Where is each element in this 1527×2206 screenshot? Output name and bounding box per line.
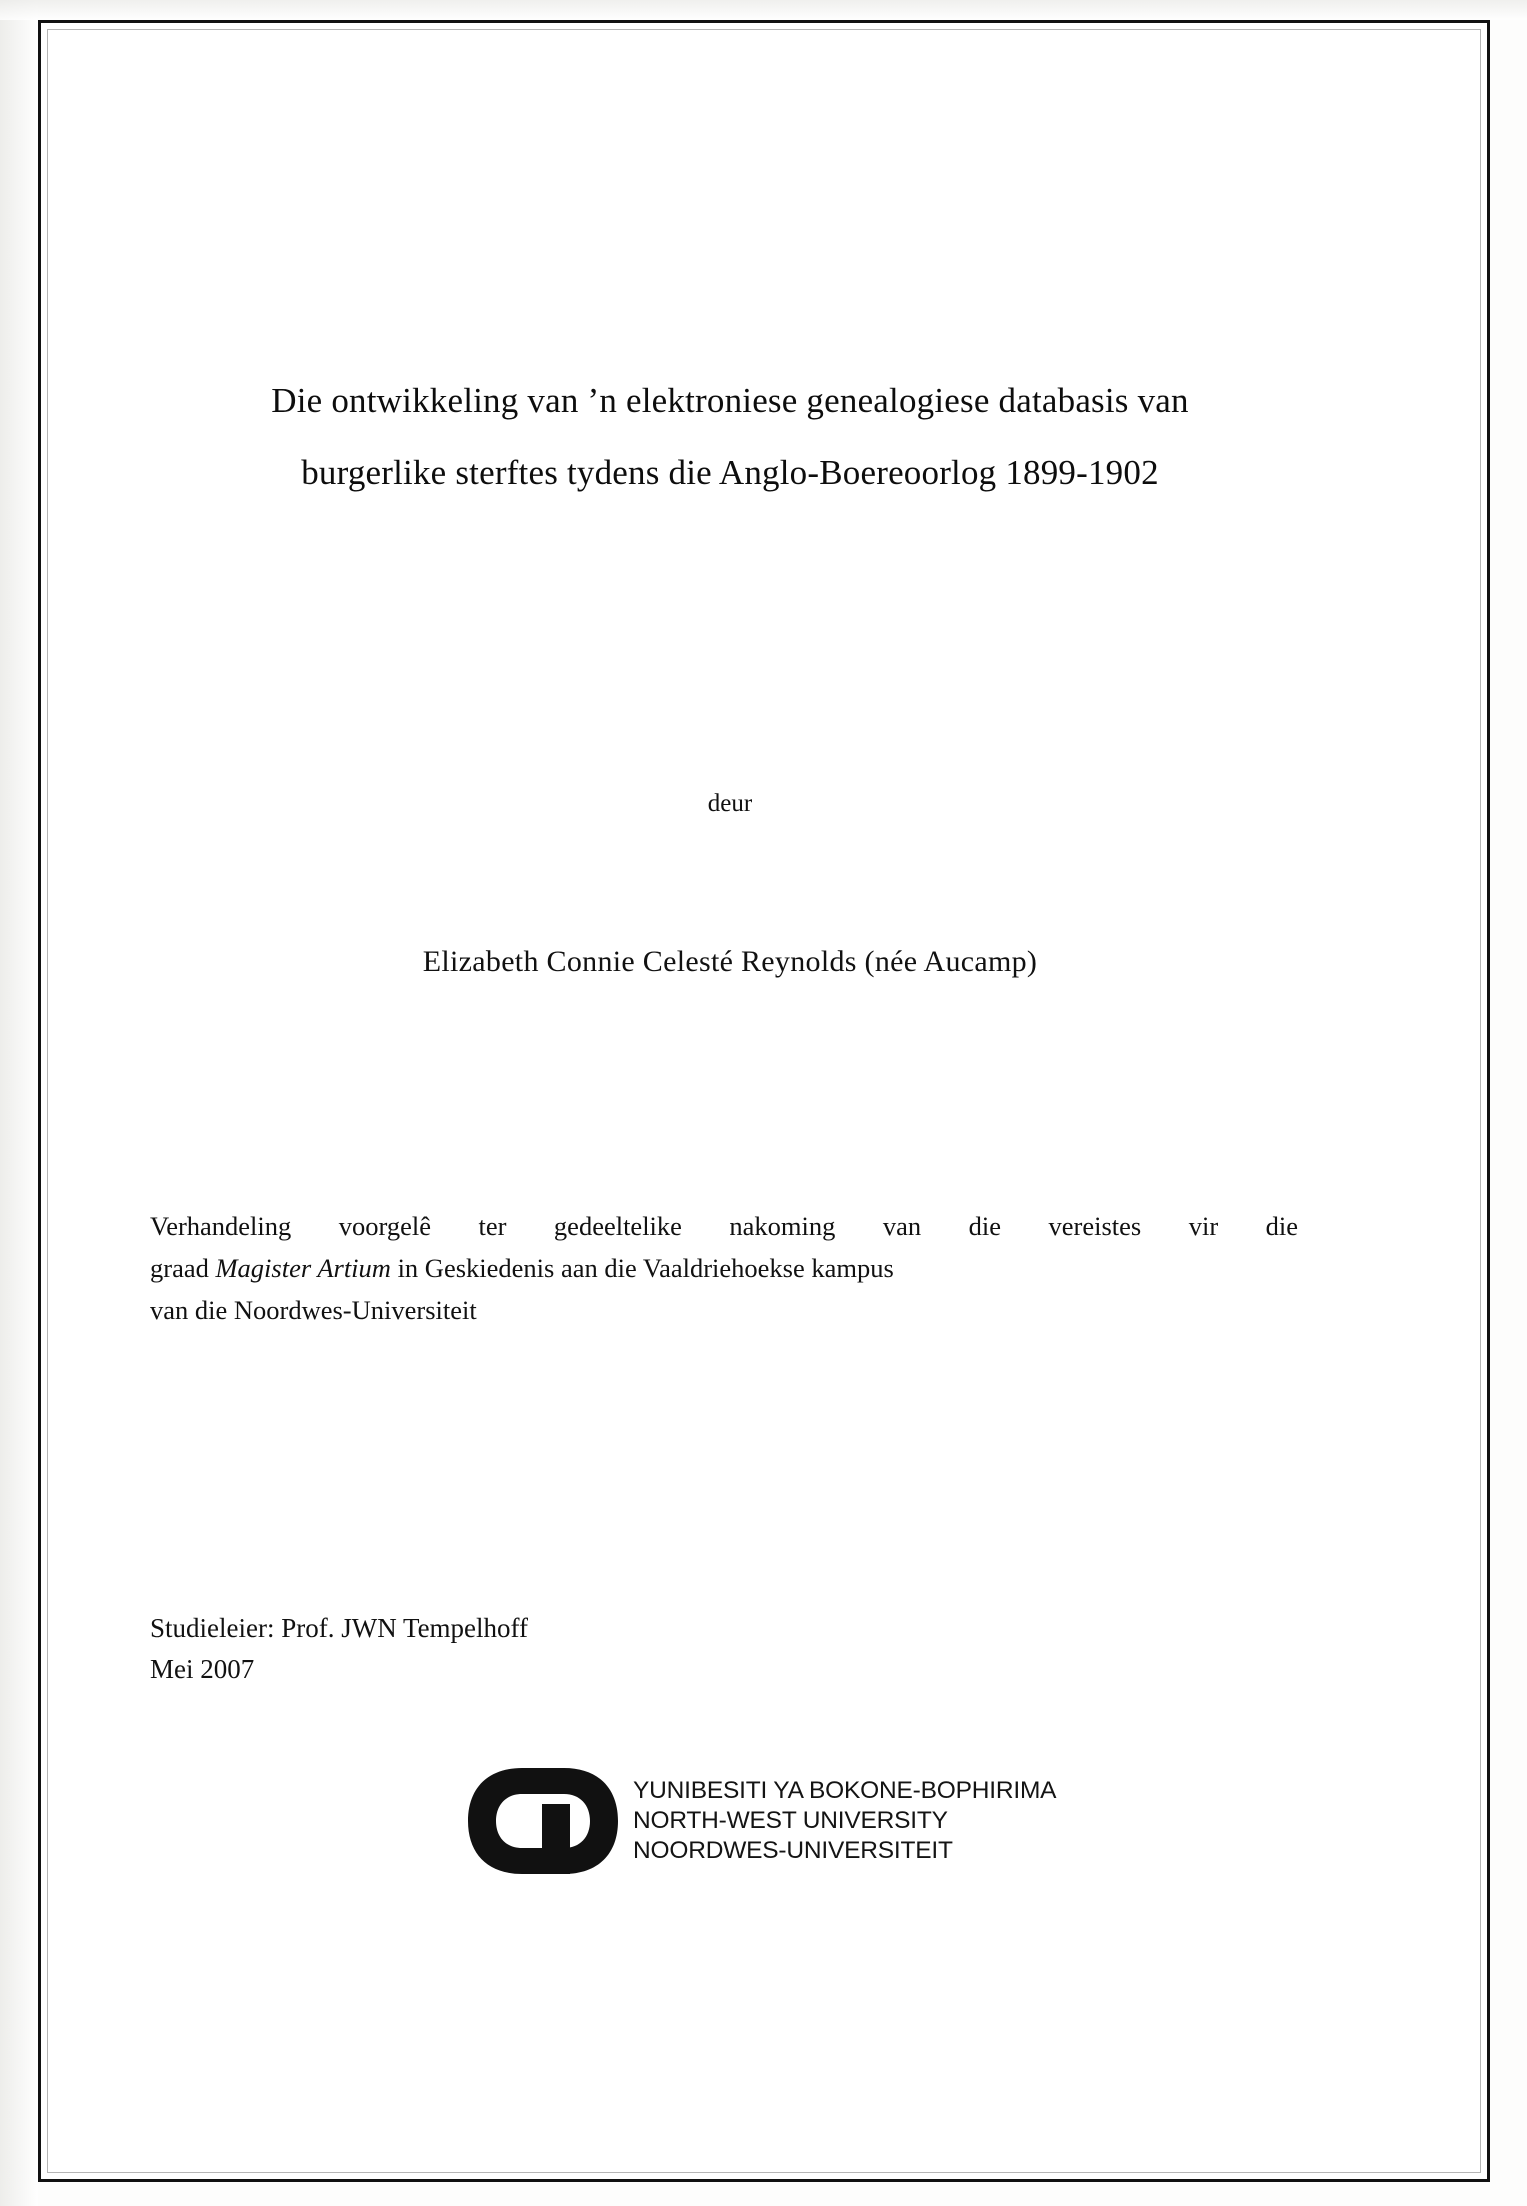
north-west-university-logo-icon (460, 1762, 625, 1880)
university-logo-text (633, 1776, 1056, 1866)
statement-line-2-suffix: in Geskiedenis aan die Vaaldriehoekse kampus (390, 1253, 894, 1283)
statement-line-2 (150, 1247, 1298, 1289)
statement-line-2-prefix: graad (150, 1253, 216, 1283)
title-line-1: Die ontwikkeling van ’n elektroniese genealogiese databasis van (271, 381, 1189, 420)
title-page-content (150, 0, 1310, 2206)
supervisor-block (150, 1608, 1310, 1690)
degree-name: Magister Artium (215, 1253, 391, 1283)
author-name: Elizabeth Connie Celesté Reynolds (née Aucamp) (422, 945, 1038, 978)
thesis-title (150, 365, 1310, 509)
date-line: Mei 2007 (150, 1654, 255, 1684)
logo-text-line-3: NOORDWES-UNIVERSITEIT (633, 1837, 953, 1864)
university-logo-area (150, 1762, 1310, 1892)
scan-edge-left (0, 0, 38, 2206)
statement-line-1: Verhandeling voorgelê ter gedeeltelike nakoming van die vereistes vir die (150, 1211, 1298, 1241)
logo-text-line-2: NORTH-WEST UNIVERSITY (633, 1807, 948, 1834)
by-label: deur (707, 790, 753, 817)
title-line-2: burgerlike sterftes tydens die Anglo-Boereoorlog 1899-1902 (301, 453, 1159, 492)
statement-line-3: van die Noordwes-Universiteit (150, 1295, 477, 1325)
degree-statement (150, 1205, 1298, 1331)
supervisor-line: Studieleier: Prof. JWN Tempelhoff (150, 1613, 529, 1643)
logo-text-line-1: YUNIBESITI YA BOKONE-BOPHIRIMA (633, 1777, 1057, 1804)
university-logo (460, 1762, 1056, 1880)
